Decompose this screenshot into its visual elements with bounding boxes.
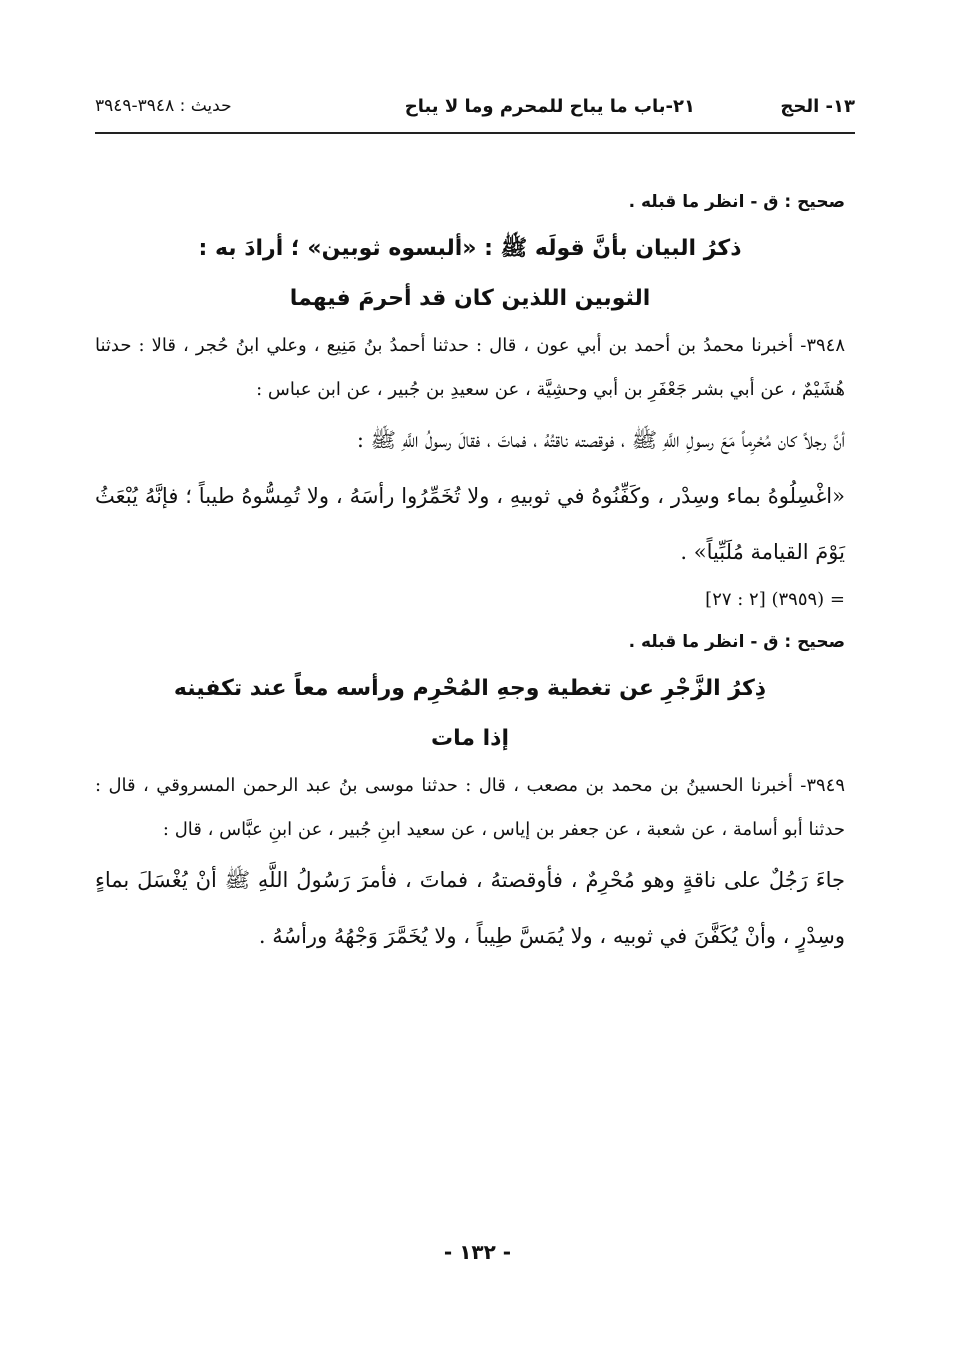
section-heading-line: ذِكرُ الزَّجْرِ عن تغطية وجهِ المُحْرِم ورأسه معاً عند تكفينه xyxy=(173,676,767,701)
hadith-cross-reference: = (٣٩٥٩) [٢ : ٢٧] xyxy=(705,589,845,610)
hadith-isnad: ٣٩٤٨- أخبرنا محمدُ بن أحمد بن أبي عون ، قال : حدثنا أحمدُ بنُ مَنِيع ، وعلي ابنُ حُجر ، قالا : حدثنا هُشَيْمٌ ، عن أبي بشر جَعْفَرِ بن أبي وحشِيَّة ، عن سعيدِ بن جُبير ، عن ابن عباس : xyxy=(95,335,845,400)
grading-note: صحيح : ق - انظر ما قبله . xyxy=(628,632,845,652)
header-hadith-range: حديث : ٣٩٤٨-٣٩٤٩ xyxy=(95,96,232,116)
running-header xyxy=(95,92,855,134)
page-body xyxy=(95,180,845,964)
hadith-quote: «اغْسِلُوهُ بماء وسِدْر ، وكَفِّنُوهُ في ثوبيهِ ، ولا تُخَمِّرُوا رأسَهُ ، ولا تُمِسُّوهُ طيباً ؛ فإنَّهُ يُبْعَثُ يَوْمَ القيامة مُلَبِّياً» . xyxy=(95,484,845,564)
header-book-title: ١٣- الحج xyxy=(780,96,855,117)
section-heading-line: الثوبين اللذين كان قد أحرمَ فيهما xyxy=(289,286,651,311)
header-chapter-title: ٢١-باب ما يباح للمحرم وما لا يباح xyxy=(404,96,695,117)
grading-note: صحيح : ق - انظر ما قبله . xyxy=(628,192,845,212)
section-heading-line: إذا مات xyxy=(430,726,510,751)
hadith-isnad: ٣٩٤٩- أخبرنا الحسينُ بن محمد بن مصعب ، قال : حدثنا موسى بنُ عبد الرحمن المسروقي ، قال : حدثنا أبو أسامة ، عن شعبة ، عن جعفر بن إياس ، عن سعيد ابنِ جُبير ، عن ابنِ عبَّاس ، قال : xyxy=(95,775,845,840)
section-heading-line: ذكرُ البيان بأنَّ قولَه ﷺ : «ألبسوه ثوبين» ؛ أرادَ به : xyxy=(198,236,742,261)
hadith-matn: جاءَ رَجُلٌ على ناقةٍ وهو مُحْرِمٌ ، فأوقصتهُ ، فماتَ ، فأمرَ رَسُولُ اللَّهِ ﷺ أنْ يُغْسَلَ بماءٍ وسِدْرٍ ، وأنْ يُكَفَّنَ في ثوبيه ، ولا يُمَسَّ طِيباً ، ولا يُخَمَّرَ وَجْهُهُ ورأسُهُ . xyxy=(95,868,845,948)
page-number: - ١٣٢ - xyxy=(443,1240,512,1264)
hadith-matn: أنَّ رجلاً كان مُحْرِماً مَعَ رسولِ اللَّهِ ﷺ ، فوقصته ناقتُهُ ، فماتَ ، فقالَ رسولُ اللَّهِ ﷺ : xyxy=(356,428,845,452)
